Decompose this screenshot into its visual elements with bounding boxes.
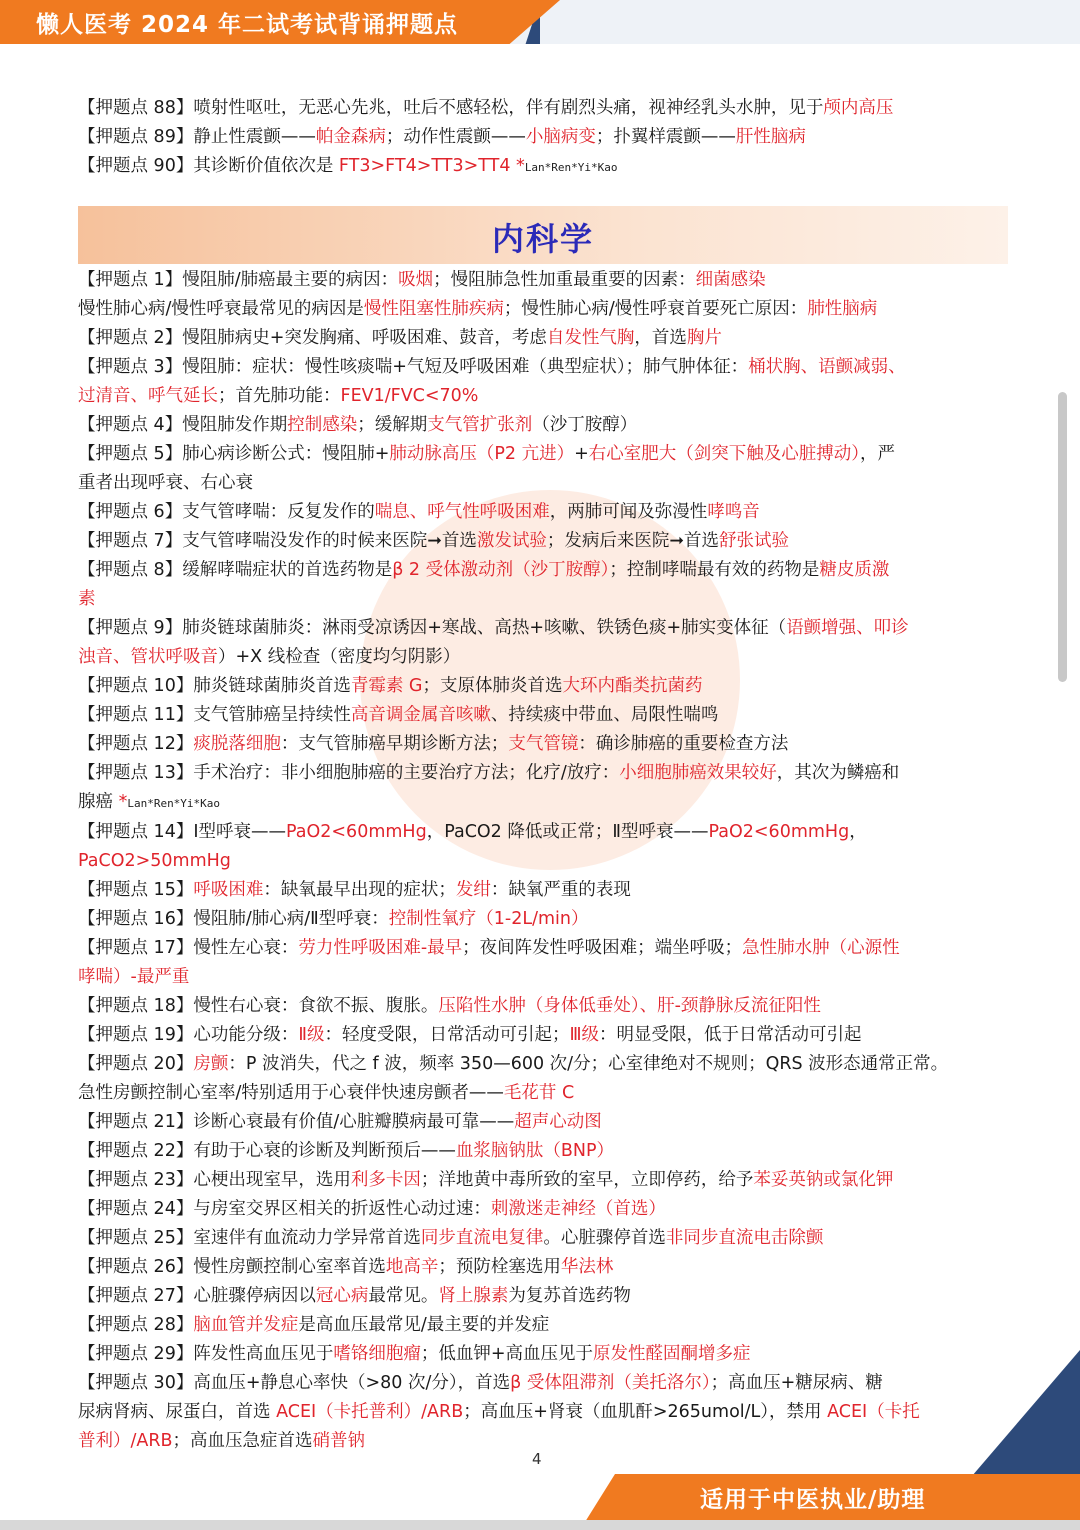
highlight-text: 肺动脉高压（P2 亢进） [389,444,575,464]
body-text: ；高血压急症首选 [172,1431,313,1451]
body-text: 【押题点 8】缓解哮喘症状的首选药物是 [78,560,393,580]
body-text: ；低血钾+高血压见于 [420,1344,594,1364]
body-text: 【押题点 26】慢性房颤控制心室率首选 [78,1257,386,1277]
text-line [78,585,1008,614]
body-text: 【押题点 90】其诊断价值依次是 [78,156,339,176]
highlight-text: 吸烟 [398,270,434,290]
text-line [78,963,1008,992]
body-text: 【押题点 30】高血压+静息心率快（>80 次/分），首选 [78,1373,511,1393]
highlight-text: 毛花苷 C [503,1083,575,1103]
highlight-text: 哮鸣音 [707,502,760,522]
body-text: ；夜间阵发性呼吸困难；端坐呼吸； [462,938,743,958]
body-text: ；缓解期 [357,415,428,435]
text-line [78,94,1008,123]
body-text: 【押题点 28】 [78,1315,194,1335]
highlight-text: 超声心动图 [514,1112,602,1132]
highlight-text: 控制性氧疗（1-2L/min） [388,909,589,929]
highlight-text: 脑血管并发症 [193,1315,299,1335]
highlight-text: 肾上腺素 [438,1286,509,1306]
text-line [78,876,1008,905]
highlight-text: 大环内酯类抗菌药 [562,676,703,696]
text-line [78,498,1008,527]
body-text: 【押题点 13】手术治疗：非小细胞肺癌的主要治疗方法；化疗/放疗： [78,763,620,783]
highlight-text: 支气管扩张剂 [427,415,533,435]
body-text: 重者出现呼衰、右心衰 [78,473,253,493]
highlight-text: 激发试验 [476,531,547,551]
highlight-text: 喘息、呼气性呼吸困难 [374,502,550,522]
highlight-text: 肝性脑病 [735,127,806,147]
footer-bar [0,1520,1080,1530]
text-line [78,152,1008,182]
body-text: ；高血压+糖尿病、糖 [710,1373,883,1393]
text-line [78,295,1008,324]
text-line [78,1398,1008,1427]
highlight-text: FT3>FT4>TT3>TT4 [338,156,511,176]
body-text: 【押题点 14】Ⅰ型呼衰—— [78,822,286,842]
text-line [78,324,1008,353]
body-text: ：缺氧最早出现的症状； [263,880,456,900]
body-text: 【押题点 27】心脏骤停病因以 [78,1286,316,1306]
highlight-text: 原发性醛固酮增多症 [593,1344,751,1364]
body-text: 【押题点 21】诊断心衰最有价值/心脏瓣膜病最可靠—— [78,1112,515,1132]
highlight-text: 舒张试验 [719,531,790,551]
highlight-text: 地高辛 [385,1257,439,1277]
body-text: 【押题点 10】肺炎链球菌肺炎首选 [78,676,351,696]
highlight-text: 小脑病变 [525,127,596,147]
body-text: （沙丁胺醇） [532,415,638,435]
body-text: ；首先肺功能： [218,386,341,406]
highlight-text: 血浆脑钠肽（BNP） [455,1141,614,1161]
body-text: ；慢性肺心病/慢性呼衰首要死亡原因： [503,299,808,319]
body-text: ，PaCO2 降低或正常；Ⅱ型呼衰—— [426,822,709,842]
text-line [78,469,1008,498]
highlight-text: 劳力性呼吸困难-最早 [298,938,463,958]
body-text: 最常见。 [368,1286,439,1306]
body-text: 【押题点 18】慢性右心衰：食欲不振、腹胀。 [78,996,439,1016]
text-line [78,123,1008,152]
body-text: 【押题点 29】阵发性高血压见于 [78,1344,334,1364]
page-number: 4 [532,1450,542,1468]
body-text: 急性房颤控制心室率/特别适用于心衰伴快速房颤者—— [78,1083,504,1103]
text-line [78,382,1008,411]
text-line [78,266,1008,295]
body-text: ：P 波消失，代之 f 波，频率 350—600 次/分；心室律绝对不规则；QRS 波形态通常正常。 [228,1054,949,1074]
text-line [78,1369,1008,1398]
body-text: ， [849,822,867,842]
top-content [78,94,1008,182]
body-text: 【押题点 6】支气管哮喘：反复发作的 [78,502,375,522]
main-content [78,266,1008,1456]
body-text: ；支原体肺炎首选 [422,676,563,696]
highlight-text: 利多卡因 [350,1170,421,1190]
text-line [78,1166,1008,1195]
text-line [78,1137,1008,1166]
text-line [78,1427,1008,1456]
highlight-text: * [510,156,525,176]
text-line [78,672,1008,701]
body-text: 【押题点 4】慢阻肺发作期 [78,415,288,435]
body-text: 【押题点 1】慢阻肺/肺癌最主要的病因： [78,270,399,290]
text-line [78,788,1008,818]
body-text: 【押题点 5】肺心病诊断公式：慢阻肺+ [78,444,390,464]
page-title: 懒人医考 2024 年二试考试背诵押题点 [36,12,459,38]
highlight-text: 青霉素 G [350,676,423,696]
highlight-text: 非同步直流电击除颤 [665,1228,824,1248]
highlight-text: PaCO2>50mmHg [78,851,231,871]
body-text: 【押题点 15】 [78,880,194,900]
body-text: 【押题点 88】喷射性呕吐，无恶心先兆，吐后不感轻松，伴有剧烈头痛，视神经乳头水肿，见于 [78,98,824,118]
highlight-text: 素 [78,589,96,609]
body-text: 【押题点 24】与房室交界区相关的折返性心动过速： [78,1199,491,1219]
body-text: 【押题点 25】室速伴有血流动力学异常首选 [78,1228,421,1248]
body-text: ：缺氧严重的表现 [490,880,631,900]
highlight-text: 右心室肥大（剑突下触及心脏搏动） [588,444,861,464]
highlight-text: 桶状胸、语颤减弱、 [748,357,906,377]
highlight-text: ACEI（卡托 [827,1402,920,1422]
highlight-text: 过清音、呼气延长 [78,386,218,406]
body-text: ；预防栓塞选用 [438,1257,561,1277]
text-line [78,411,1008,440]
body-text: 【押题点 19】心功能分级： [78,1025,299,1045]
body-text: 【押题点 89】静止性震颤—— [78,127,316,147]
footer-text: 适用于中医执业/助理 [700,1487,926,1513]
body-text: 【押题点 23】心梗出现室早，选用 [78,1170,351,1190]
body-text: 、持续痰中带血、局限性喘鸣 [490,705,719,725]
body-text: 尿病肾病、尿蛋白，首选 [78,1402,277,1422]
text-line [78,1224,1008,1253]
highlight-text: 慢性阻塞性肺疾病 [363,299,504,319]
highlight-text: PaO2<60mmHg [286,822,427,842]
body-text: 【押题点 3】慢阻肺：症状：慢性咳痰喘+气短及呼吸困难（典型症状）；肺气肿体征： [78,357,749,377]
body-text: ；扑翼样震颤—— [595,127,736,147]
text-line [78,1282,1008,1311]
body-text: 慢性肺心病/慢性呼衰最常见的病因是 [78,299,364,319]
highlight-text: 高音调金属音咳嗽 [350,705,491,725]
body-text: 【押题点 17】慢性左心衰： [78,938,299,958]
text-line [78,556,1008,585]
body-text: 【押题点 9】肺炎链球菌肺炎：淋雨受凉诱因+寒战、高热+咳嗽、铁锈色痰+肺实变体征（ [78,618,787,638]
body-text: ，其次为鳞癌和 [776,763,900,783]
highlight-text: FEV1/FVC<70% [340,386,479,406]
body-text: ，首选 [634,328,687,348]
highlight-text: PaO2<60mmHg [708,822,850,842]
highlight-text: * [118,792,128,812]
body-text: ；高血压+肾衰（血肌酐>265umol/L），禁用 [463,1402,828,1422]
body-text: ；发病后来医院➞首选 [546,531,720,551]
body-text: 为复苏首选药物 [508,1286,631,1306]
body-text: 【押题点 16】慢阻肺/肺心病/Ⅱ型呼衰： [78,909,389,929]
text-line [78,1050,1008,1079]
text-line [78,905,1008,934]
text-line [78,614,1008,643]
body-text: 。心脏骤停首选 [543,1228,666,1248]
highlight-text: β 受体阻滞剂（美托洛尔） [510,1373,711,1393]
highlight-text: 房颤 [193,1054,229,1074]
text-line [78,527,1008,556]
highlight-text: 糖皮质激 [819,560,890,580]
body-text: ，严 [860,444,896,464]
highlight-text: 苯妥英钠或氯化钾 [753,1170,894,1190]
body-text: ）+X 线检查（密度均匀阴影） [218,647,461,667]
text-line [78,1311,1008,1340]
body-text: ；洋地黄中毒所致的室早，立即停药，给予 [420,1170,754,1190]
text-line [78,1079,1008,1108]
watermark-tag: Lan*Ren*Yi*Kao [524,161,618,174]
body-text: 【押题点 22】有助于心衰的诊断及判断预后—— [78,1141,456,1161]
highlight-text: Ⅲ级 [569,1025,600,1045]
highlight-text: 哮喘）-最严重 [78,967,190,987]
text-line [78,1195,1008,1224]
text-line [78,353,1008,382]
highlight-text: 发绀 [455,880,491,900]
text-line [78,759,1008,788]
section-title: 内科学 [491,220,594,258]
highlight-text: 肺性脑病 [807,299,878,319]
highlight-text: 华法林 [560,1257,614,1277]
highlight-text: 呼吸困难 [193,880,264,900]
body-text: ；慢阻肺急性加重最重要的因素： [433,270,696,290]
highlight-text: 语颤增强、叩诊 [786,618,909,638]
highlight-text: 嗜铬细胞瘤 [333,1344,421,1364]
highlight-text: 痰脱落细胞 [193,734,281,754]
text-line [78,643,1008,672]
body-text: ：确诊肺癌的重要检查方法 [578,734,789,754]
body-text: ：支气管肺癌早期诊断方法； [280,734,509,754]
highlight-text: 胸片 [686,328,722,348]
body-text: ，两肺可闻及弥漫性 [549,502,708,522]
highlight-text: 自发性气胸 [546,328,635,348]
body-text: 【押题点 12】 [78,734,194,754]
highlight-text: 控制感染 [287,415,358,435]
body-text: + [574,444,589,464]
highlight-text: Ⅱ级 [298,1025,325,1045]
watermark-tag: Lan*Ren*Yi*Kao [127,797,221,810]
body-text: ：明显受限，低于日常活动可引起 [599,1025,862,1045]
highlight-text: 急性肺水肿（心源性 [742,938,900,958]
text-line [78,1253,1008,1282]
highlight-text: 冠心病 [315,1286,369,1306]
body-text: 【押题点 2】慢阻肺病史+突发胸痛、呼吸困难、鼓音，考虑 [78,328,547,348]
highlight-text: β 2 受体激动剂（沙丁胺醇） [392,560,610,580]
highlight-text: 帕金森病 [315,127,386,147]
text-line [78,1021,1008,1050]
highlight-text: 硝普钠 [312,1431,366,1451]
highlight-text: 压陷性水肿（身体低垂处）、肝-颈静脉反流征阳性 [438,996,821,1016]
highlight-text: 刺激迷走神经（首选） [490,1199,666,1219]
body-text: 腺癌 [78,792,119,812]
highlight-text: 浊音、管状呼吸音 [78,647,218,667]
highlight-text: 普利）/ARB [78,1431,173,1451]
text-line [78,440,1008,469]
text-line [78,701,1008,730]
highlight-text: 细菌感染 [695,270,766,290]
highlight-text: 小细胞肺癌效果较好 [619,763,777,783]
body-text: ；动作性震颤—— [385,127,526,147]
text-line [78,992,1008,1021]
body-text: ；控制哮喘最有效的药物是 [609,560,820,580]
body-text: 【押题点 20】 [78,1054,194,1074]
scrollbar-thumb[interactable] [1058,392,1067,682]
section-header [78,206,1008,264]
highlight-text: ACEI（卡托普利）/ARB [276,1402,464,1422]
text-line [78,730,1008,759]
text-line [78,1108,1008,1137]
text-line [78,1340,1008,1369]
text-line [78,818,1008,876]
body-text: 【押题点 11】支气管肺癌呈持续性 [78,705,351,725]
highlight-text: 颅内高压 [823,98,894,118]
body-text: 【押题点 7】支气管哮喘没发作的时候来医院➞首选 [78,531,477,551]
text-line [78,934,1008,963]
highlight-text: 同步直流电复律 [420,1228,544,1248]
body-text: ：轻度受限，日常活动可引起； [324,1025,570,1045]
body-text: 是高血压最常见/最主要的并发症 [298,1315,550,1335]
highlight-text: 支气管镜 [508,734,579,754]
